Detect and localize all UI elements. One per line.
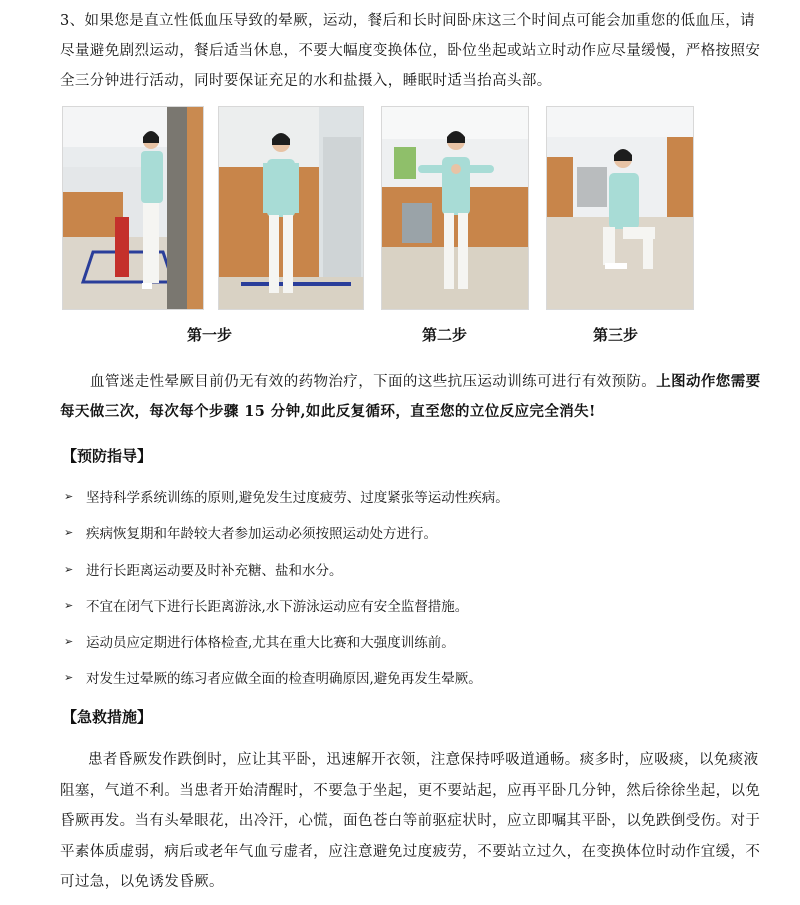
prevention-item: ➢ 疾病恢复期和年龄较大者参加运动必须按照运动处方进行。 (64, 525, 437, 542)
prevention-item: ➢ 对发生过晕厥的练习者应做全面的检查明确原因,避免再发生晕厥。 (64, 670, 482, 687)
arrow-bullet-icon: ➢ (64, 634, 74, 648)
step2-photo (381, 106, 529, 310)
firstaid-paragraph: 患者昏厥发作跌倒时，应让其平卧，迅速解开衣领，注意保持呼吸道通畅。痰多时，应吸痰，以免痰液阻塞，气道不利。当患者开始清醒时，不要急于坐起，更不要站起，应再平卧几分钟，然后徐徐坐起，以免昏厥再发。当有头晕眼花，出冷汗，心慌，面色苍白等前驱症状时，应立即嘱其平卧，以免跌倒受伤。对于平素体质虚弱，病后或老年气血亏虚者，应注意避免过度疲劳，不要站立过久，在变换体位时动作宜缓，不可过急，以免诱发昏厥。 (60, 752, 761, 890)
arrow-bullet-icon: ➢ (64, 489, 74, 503)
step3-label: 第三步 (593, 326, 639, 344)
step1-photo-right (218, 106, 364, 310)
prevention-item: ➢ 运动员应定期进行体格检查,尤其在重大比赛和大强度训练前。 (64, 634, 455, 651)
prevention-heading: 【预防指导】 (62, 447, 153, 465)
step1-photo-left (62, 106, 204, 310)
prevention-item: ➢ 不宜在闭气下进行长距离游泳,水下游泳运动应有安全监督措施。 (64, 598, 469, 615)
arrow-bullet-icon: ➢ (64, 670, 74, 684)
step3-photo (546, 106, 694, 310)
firstaid-heading: 【急救措施】 (62, 708, 153, 726)
arrow-bullet-icon: ➢ (64, 525, 74, 539)
arrow-bullet-icon: ➢ (64, 562, 74, 576)
intro-paragraph: 3、如果您是直立性低血压导致的晕厥，运动，餐后和长时间卧床这三个时间点可能会加重您的低血压，请尽量避免剧烈运动，餐后适当休息，不要大幅度变换体位，卧位坐起或站立时动作应尽量缓慢，严格按照安全三分钟进行活动，同时要保证充足的水和盐摄入，睡眠时适当抬高头部。 (60, 13, 761, 89)
advice-text: 血管迷走性晕厥目前仍无有效的药物治疗，下面的这些抗压运动训练可进行有效预防。 (90, 374, 657, 390)
prevention-item: ➢ 坚持科学系统训练的原则,避免发生过度疲劳、过度紧张等运动性疾病。 (64, 489, 509, 506)
advice-paragraph (60, 367, 765, 427)
step1-label: 第一步 (187, 326, 233, 344)
arrow-bullet-icon: ➢ (64, 598, 74, 612)
prevention-item: ➢ 进行长距离运动要及时补充糖、盐和水分。 (64, 562, 343, 579)
step2-label: 第二步 (422, 326, 468, 344)
advice-bold-text: 上图动作您需要每天做三次，每次每个步骤 15 分钟,如此反复循环，直至您的立位反应完全消失! (60, 373, 761, 420)
